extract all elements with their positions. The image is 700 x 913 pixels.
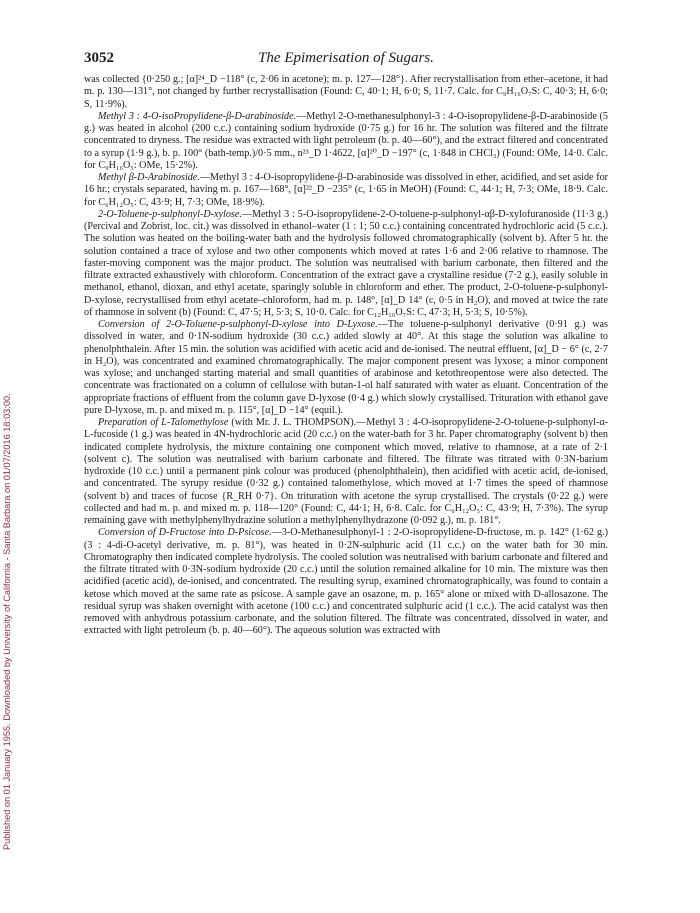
paragraph-5 bbox=[84, 319, 608, 417]
page-number: 3052 bbox=[84, 50, 114, 66]
paragraph-heading: Conversion of D-Fructose into D-Psicose. bbox=[98, 527, 272, 539]
paragraph-heading: Preparation of L-Talomethylose bbox=[98, 417, 229, 428]
paragraph-2 bbox=[84, 111, 608, 172]
paragraph-text: —Methyl 2-O-methanesulphonyl-3 : 4-O-isopropylidene-β-D-arabinoside (5 g.) was heated in alcohol (200 c.c.) containing sodium hydroxide (0·75 g.) for 16 hr. The solution was filtered and the filtrate concentrated to dryness. The residue was extracted with light petroleum (b. p. 40—60°), and the extract filtered and concentrated to a syrup (1·9 g.), b. p. 100° (bath-temp.)/0·5 mm., n²³_D 1·4622, [α]²⁰_D −197° (c, 1·848 in CHCl₃) (Found: OMe, 14·0. Calc. for C₉H₁₆O₅: OMe, 15·2%). bbox=[84, 110, 608, 171]
paragraph-text: (with Mr. J. L. THOMPSON).—Methyl 3 : 4-O-isopropylidene-2-O-toluene-p-sulphonyl-α-L-fucoside (1 g.) was heated in 4N-hydrochloric acid (20 c.c.) on the water-bath for 3 hr. Paper chromatography (solvent b) then indicated complete hydrolysis, the mixture containing one component which moved, relative to rhamnose, at a rate of 2·1 (solvent c). The solution was neutralised with barium carbonate and filtered. The filtrate was titrated with 0·3N-barium hydroxide (10 c.c.) until a permanent pink colour was produced (phenolphthalein), then acidified with acetic acid, de-ionised, and concentrated. The syrupy residue (0·32 g.) contained talomethylose, which moved at 1·7 times the speed of rhamnose (solvent b) and traces of fucose {R_RH 0·7}. On trituration with acetone the syrup crystallised. The crystals (0·22 g.) were collected and had m. p. and mixed m. p. 118—120° (Found: C, 44·1; H, 6·8. Calc. for C₆H₁₂O₅: C, 43·9; H, 7·3%). The syrup remaining gave with methylphenylhydrazine solution a methylphenylhydrazone (0·092 g.), m. p. 181°. bbox=[84, 417, 609, 526]
paragraph-6 bbox=[84, 417, 608, 527]
page-header bbox=[84, 50, 608, 70]
paragraph-heading: Conversion of 2-O-Toluene-p-sulphonyl-D-xylose into D-Lyxose. bbox=[98, 319, 378, 330]
paragraph-3 bbox=[84, 172, 608, 209]
paragraph-heading: Methyl 3 : 4-O-isoPropylidene-β-D-arabinoside. bbox=[98, 110, 297, 122]
paragraph-7 bbox=[84, 527, 608, 637]
article-body bbox=[84, 74, 608, 638]
paragraph-text: —The toluene-p-sulphonyl derivative (0·91 g.) was dissolved in water, and 0·1N-sodium hydroxide (30 c.c.) added slowly at 40°. At this stage the solution was alkaline to phenolphthalein. After 15 min. the solution was acidified with acetic acid and de-ionised. The neutral effluent, [α]_D − 6° (c, 2·7 in H₂O), was concentrated and examined chromatographically. The major component present was lyxose; a minor component was xylose; and unchanged starting material and small quantities of arabinose and ketothreopentose were also detected. The concentrate was fractionated on a column of cellulose with butan-1-ol half saturated with water as eluant. Concentration of the appropriate fractions of effluent from the column gave D-lyxose (0·4 g.) which slowly crystallised. Trituration with ethanol gave pure D-lyxose, m. p. and mixed m. p. 115°, [α]_D −14° (equil.). bbox=[84, 319, 608, 416]
paragraph-text: —Methyl 3 : 5-O-isopropylidene-2-O-toluene-p-sulphonyl-αβ-D-xylofuranoside (11·3 g.) (Percival and Zobrist, loc. cit.) was dissolved in ethanol–water (1 : 1; 50 c.c.) containing concentrated hydrochloric acid (5 c.c.). The solution was heated on the boiling-water bath and the hydrolysis followed chromatographically (solvent b). After 5 hr. the solution contained a trace of xylose and two other components which moved at rates 1·6 and 2·06 relative to rhamnose. The faster-moving component was the major product. The solution was neutralised with barium carbonate, then filtered and the filtrate extracted exhaustively with chloroform. Concentration of the extract gave a crystalline residue (7·2 g.), easily soluble in methanol, ethanol, dioxan, and ethyl acetate, sparingly soluble in chloroform and ether. The product, 2-O-toluene-p-sulphonyl-D-xylose, recrystallised from ethyl acetate–chloroform, had m. p. 148°, [α]_D 14° (c, 0·5 in H₂O), and moved at twice the rate of rhamnose in solvent (b) (Found: C, 47·5; H, 5·3; S, 10·0. Calc. for C₁₂H₁₆O₇S: C, 47·3; H, 5·3; S, 10·5%). bbox=[84, 208, 608, 318]
running-title: The Epimerisation of Sugars. bbox=[258, 50, 434, 66]
paragraph-heading: 2-O-Toluene-p-sulphonyl-D-xylose. bbox=[98, 208, 242, 220]
paragraph-heading: Methyl β-D-Arabinoside. bbox=[98, 172, 200, 183]
download-watermark-text: Published on 01 January 1955. Downloaded by University of California - Santa Barbara on 01/07/2016 18:03:00. bbox=[2, 393, 12, 850]
paragraph-1 bbox=[84, 74, 608, 111]
paragraph-text: was collected {0·250 g.; [α]²⁴_D −118° (c, 2·06 in acetone); m. p. 127—128°}. After recrystallisation from ether–acetone, it had m. p. 130—131°, not changed by further recrystallisation (Found: C, 40·1; H, 6·0; S, 11·7. Calc. for C₉H₁₆O₇S: C, 40·3; H, 6·0; S, 11·9%). bbox=[84, 74, 608, 110]
download-watermark bbox=[2, 90, 16, 850]
paragraph-text: —3-O-Methanesulphonyl-1 : 2-O-isopropylidene-D-fructose, m. p. 142° (1·62 g.) (3 : 4-di-O-acetyl derivative, m. p. 81°), was heated in 0·2N-sulphuric acid (11 c.c.) on the water bath for 30 min. Chromatography then indicated complete hydrolysis. The cooled solution was neutralised with barium carbonate and filtered and the filtrate titrated with 0·3N-sodium hydroxide (20 c.c.) until the solution remained alkaline for 10 min. The mixture was then acidified (acetic acid), de-ionised, and concentrated. The resulting syrup, examined chromatographically, was found to contain a ketose which moved at the same rate as psicose. A sample gave an osazone, m. p. 165° alone or mixed with D-allosazone. The residual syrup was shaken overnight with acetone (100 c.c.) and concentrated sulphuric acid (1 c.c.). The acid catalyst was then removed with anhydrous potassium carbonate, and the solution filtered. The filtrate was concentrated, dissolved in water, and extracted with light petroleum (b. p. 40—60°). The aqueous solution was extracted with bbox=[84, 527, 608, 637]
paragraph-text: —Methyl 3 : 4-O-isopropylidene-β-D-arabinoside was dissolved in ether, acidified, and set aside for 16 hr.; crystals separated, having m. p. 167—168°, [α]²²_D −235° (c, 1·65 in MeOH) (Found: C, 44·1; H, 7·3; OMe, 18·9. Calc. for C₆H₁₂O₅: C, 43·9; H, 7·3; OMe, 18·9%). bbox=[84, 172, 608, 208]
paragraph-4 bbox=[84, 209, 608, 319]
